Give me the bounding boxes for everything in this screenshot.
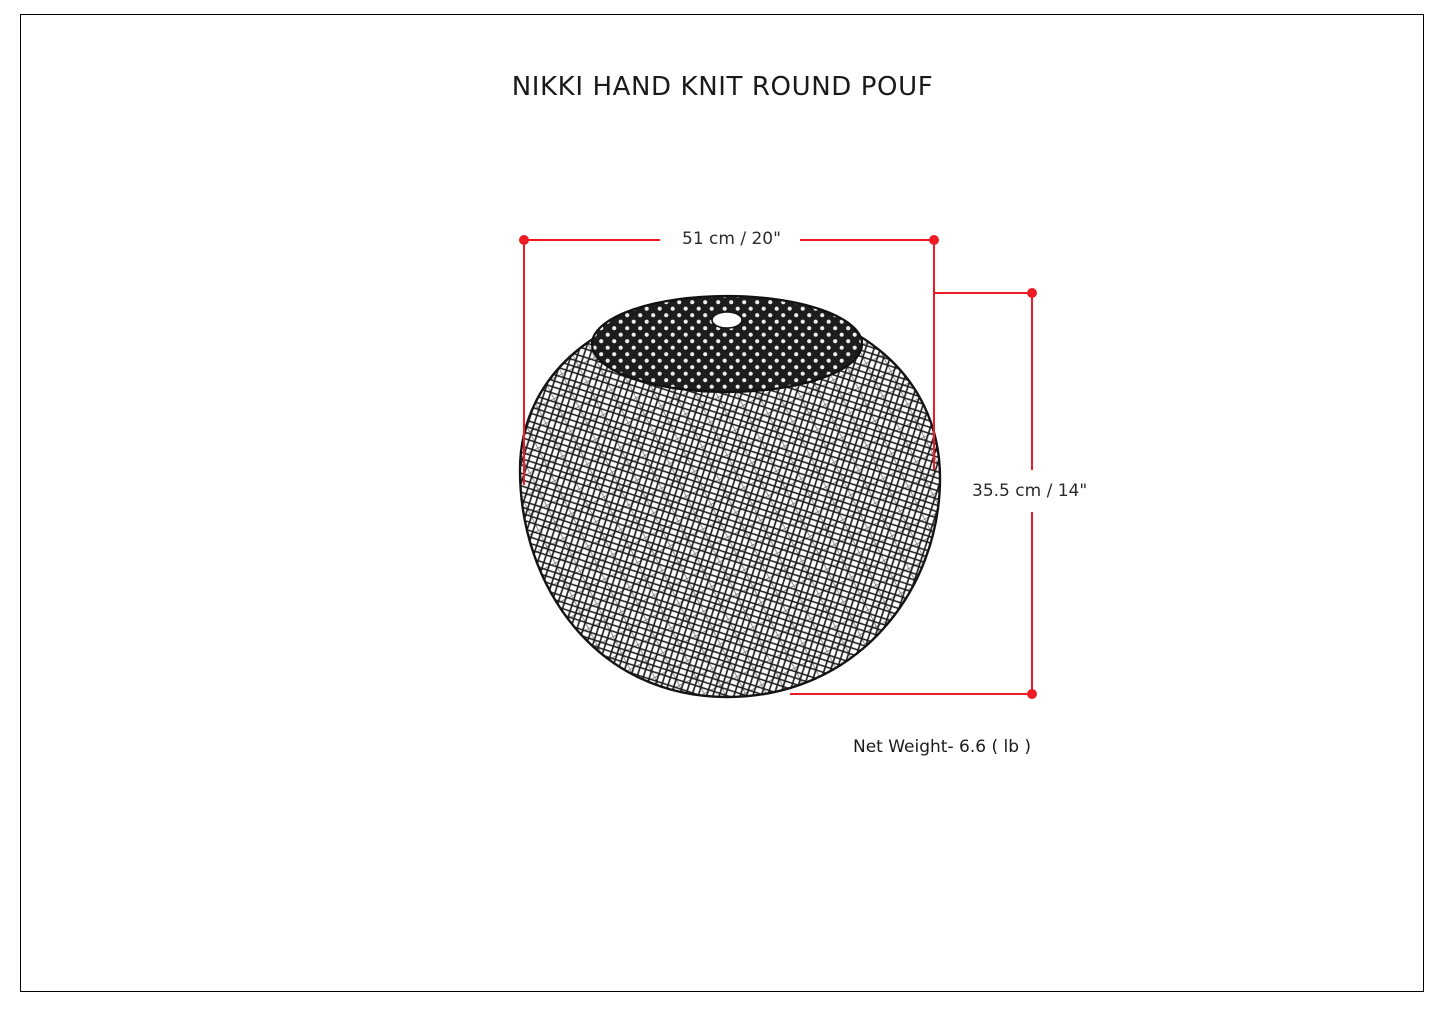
page-title: NIKKI HAND KNIT ROUND POUF [511,72,934,102]
net-weight-label: Net Weight- 6.6 ( lb ) [853,737,1032,757]
page-border [20,14,1424,992]
height-dimension-label: 35.5 cm / 14" [972,481,1088,501]
width-dimension-label: 51 cm / 20" [676,229,787,249]
